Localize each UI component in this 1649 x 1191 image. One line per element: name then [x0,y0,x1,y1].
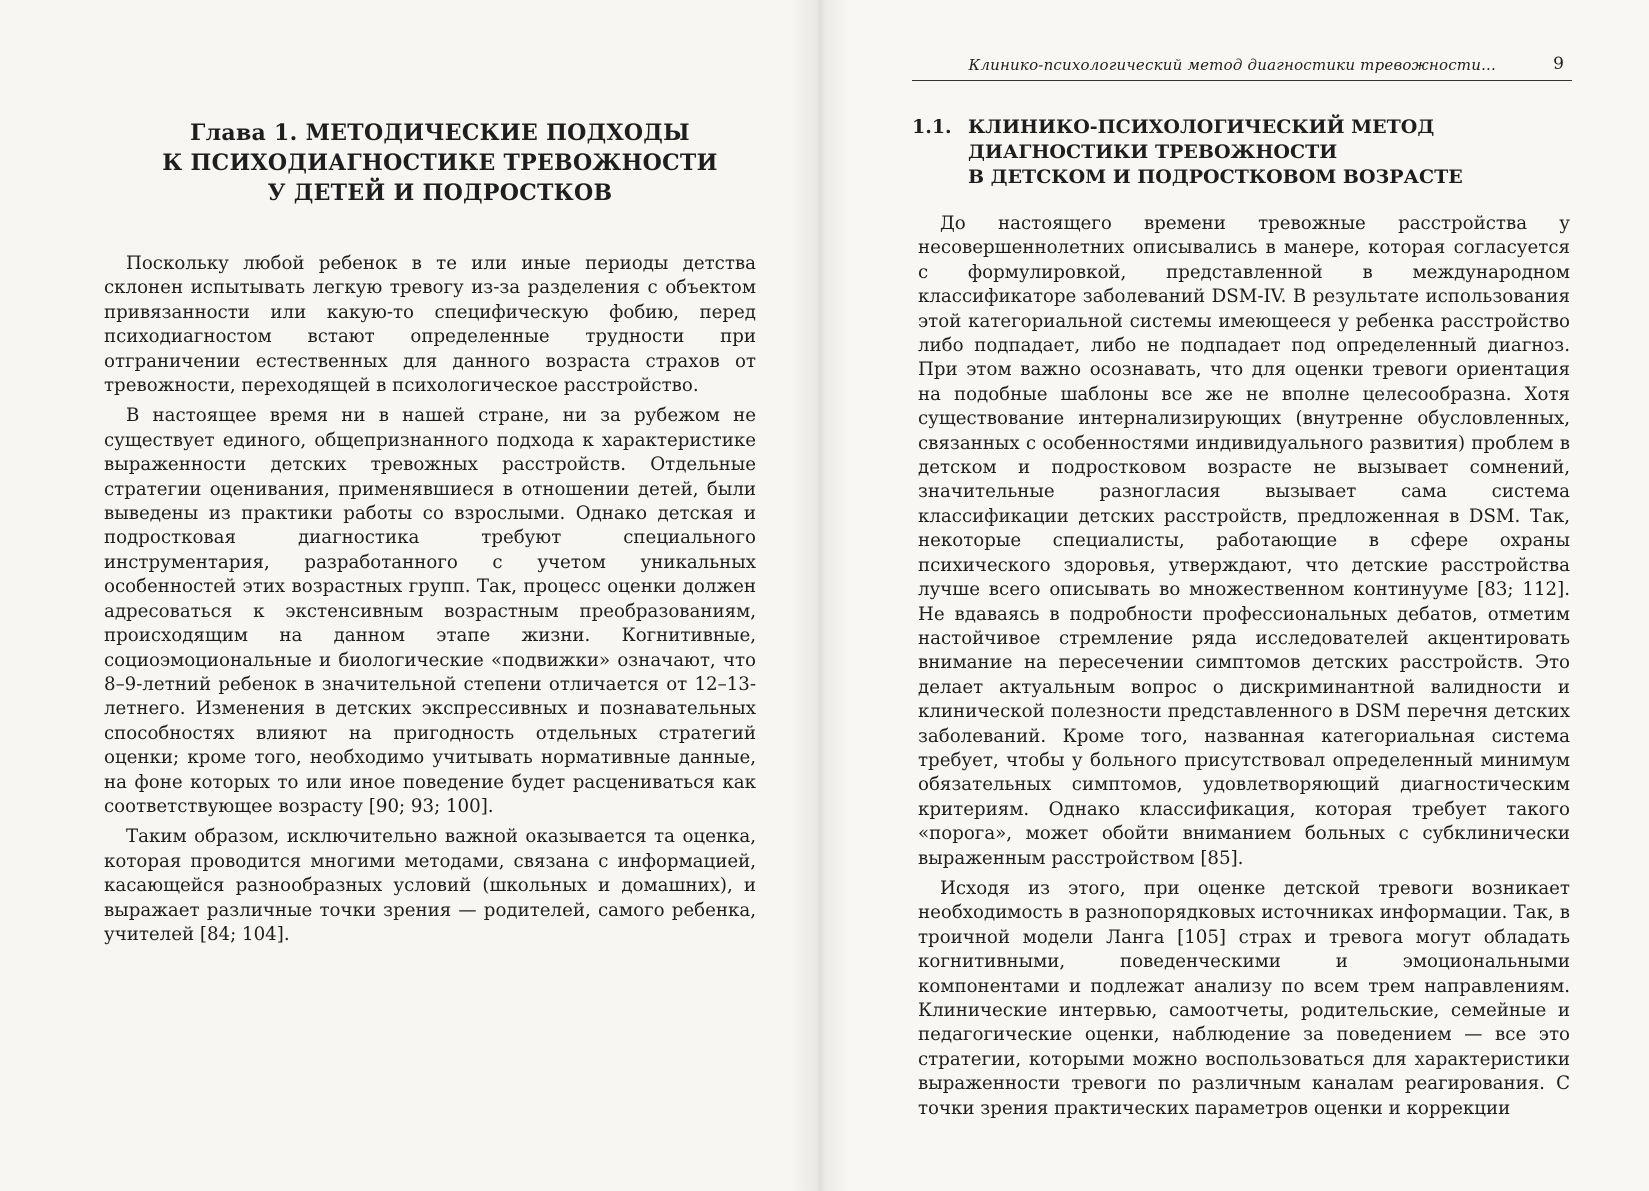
section-title-line: В ДЕТСКОМ И ПОДРОСТКОВОМ ВОЗРАСТЕ [968,166,1463,188]
chapter-title-line: К ПСИХОДИАГНОСТИКЕ ТРЕВОЖНОСТИ [162,150,718,176]
paragraph: До настоящего времени тревожные расстройства у несовершеннолетних описывались в манере, которая согласуется с формулировкой, представленной в международном классификаторе заболеваний DSM-IV. В результате использования этой категориальной системы имеющееся у ребенка расстройство либо подпадает, либо не подпадает под определенный диагноз. При этом важно осознавать, что для оценки тревоги ориентация на подобные шаблоны все же не вполне целесообразна. Хотя существование интернализирующих (внутренне обусловленных, связанных с особенностями индивидуального развития) проблем в детском и подростковом возрасте не вызывает сомнений, значительные разногласия вызывает сама система классификации детских расстройств, предложенная в DSM. Так, некоторые специалисты, работающие в сфере охраны психического здоровья, утверждают, что детские расстройства лучше всего описывать во множественном континууме [83; 112]. Не вдаваясь в подробности профессиональных дебатов, отметим настойчивое стремление ряда исследователей акцентировать внимание на пересечении симптомов детских расстройств. Это делает актуальным вопрос о дискриминантной валидности и клинической полезности представленного в DSM перечня детских заболеваний. Кроме того, названная категориальная система требует, чтобы у больного присутствовал определенный минимум обязательных симптомов, удовлетворяющий диагностическим критериям. Однако классификация, которая требует такого «порога», может обойти вниманием больных с субклинически выраженным расстройством [85]. [918,213,1570,869]
section-heading [912,115,1572,190]
running-title: Клинико-психологический метод диагностики тревожности... [968,56,1496,74]
section-title-line: ДИАГНОСТИКИ ТРЕВОЖНОСТИ [968,141,1338,163]
section-title [968,115,1572,190]
chapter-title-line: У ДЕТЕЙ И ПОДРОСТКОВ [267,180,613,206]
page-number: 9 [1553,54,1564,74]
running-head [912,54,1572,81]
chapter-title-line: Глава 1. МЕТОДИЧЕСКИЕ ПОДХОДЫ [190,120,690,146]
chapter-title [120,118,760,208]
left-page [0,0,820,1191]
section-title-line: КЛИНИКО-ПСИХОЛОГИЧЕСКИЙ МЕТОД [968,116,1435,138]
paragraph: Поскольку любой ребенок в те или иные периоды детства склонен испытывать легкую тревогу из-за разделения с объектом привязанности или какую-то специфическую фобию, перед психодиагностом встают определенные трудности при отграничении естественных для данного возраста страхов от тревожности, переходящей в психологическое расстройство. [104,253,756,397]
paragraph: Таким образом, исключительно важной оказывается та оценка, которая проводится многими методами, связана с информацией, касающейся разнообразных условий (школьных и домашних), и выражает различные точки зрения — родителей, самого ребенка, учителей [84; 104]. [104,826,756,945]
section-number: 1.1. [912,116,952,138]
paragraph: В настоящее время ни в нашей стране, ни за рубежом не существует единого, общепризнанного подхода к характеристике выраженности детских тревожных расстройств. Отдельные стратегии оценивания, применявшиеся в отношении детей, были выведены из практики работы со взрослыми. Однако детская и подростковая диагностика требуют специального инструментария, разработанного с учетом уникальных особенностей этих возрастных групп. Так, процесс оценки должен адресоваться к экстенсивным возрастным преобразованиям, происходящим на данном этапе жизни. Когнитивные, социоэмоциональные и биологические «подвижки» означают, что 8–9-летний ребенок в значительной степени отличается от 12–13-летнего. Изменения в детских экспрессивных и познавательных способностях влияют на пригодность отдельных стратегий оценки; кроме того, необходимо учитывать нормативные данные, на фоне которых то или иное поведение будет расцениваться как соответствующее возрасту [90; 93; 100]. [104,405,756,817]
paragraph: Исходя из этого, при оценке детской тревоги возникает необходимость в разнопорядковых источниках информации. Так, в троичной модели Ланга [105] страх и тревога могут обладать когнитивными, поведенческими и эмоциональными компонентами и подлежат анализу по всем трем направлениям. Клинические интервью, самоотчеты, родительские, семейные и педагогические оценки, наблюдение за поведением — все это стратегии, которыми можно воспользоваться для характеристики выраженности тревоги по различным каналам реагирования. С точки зрения практических параметров оценки и коррекции [918,877,1570,1119]
left-page-body [104,252,756,947]
right-page-body [918,212,1570,1121]
book-gutter-shadow [790,0,850,1191]
